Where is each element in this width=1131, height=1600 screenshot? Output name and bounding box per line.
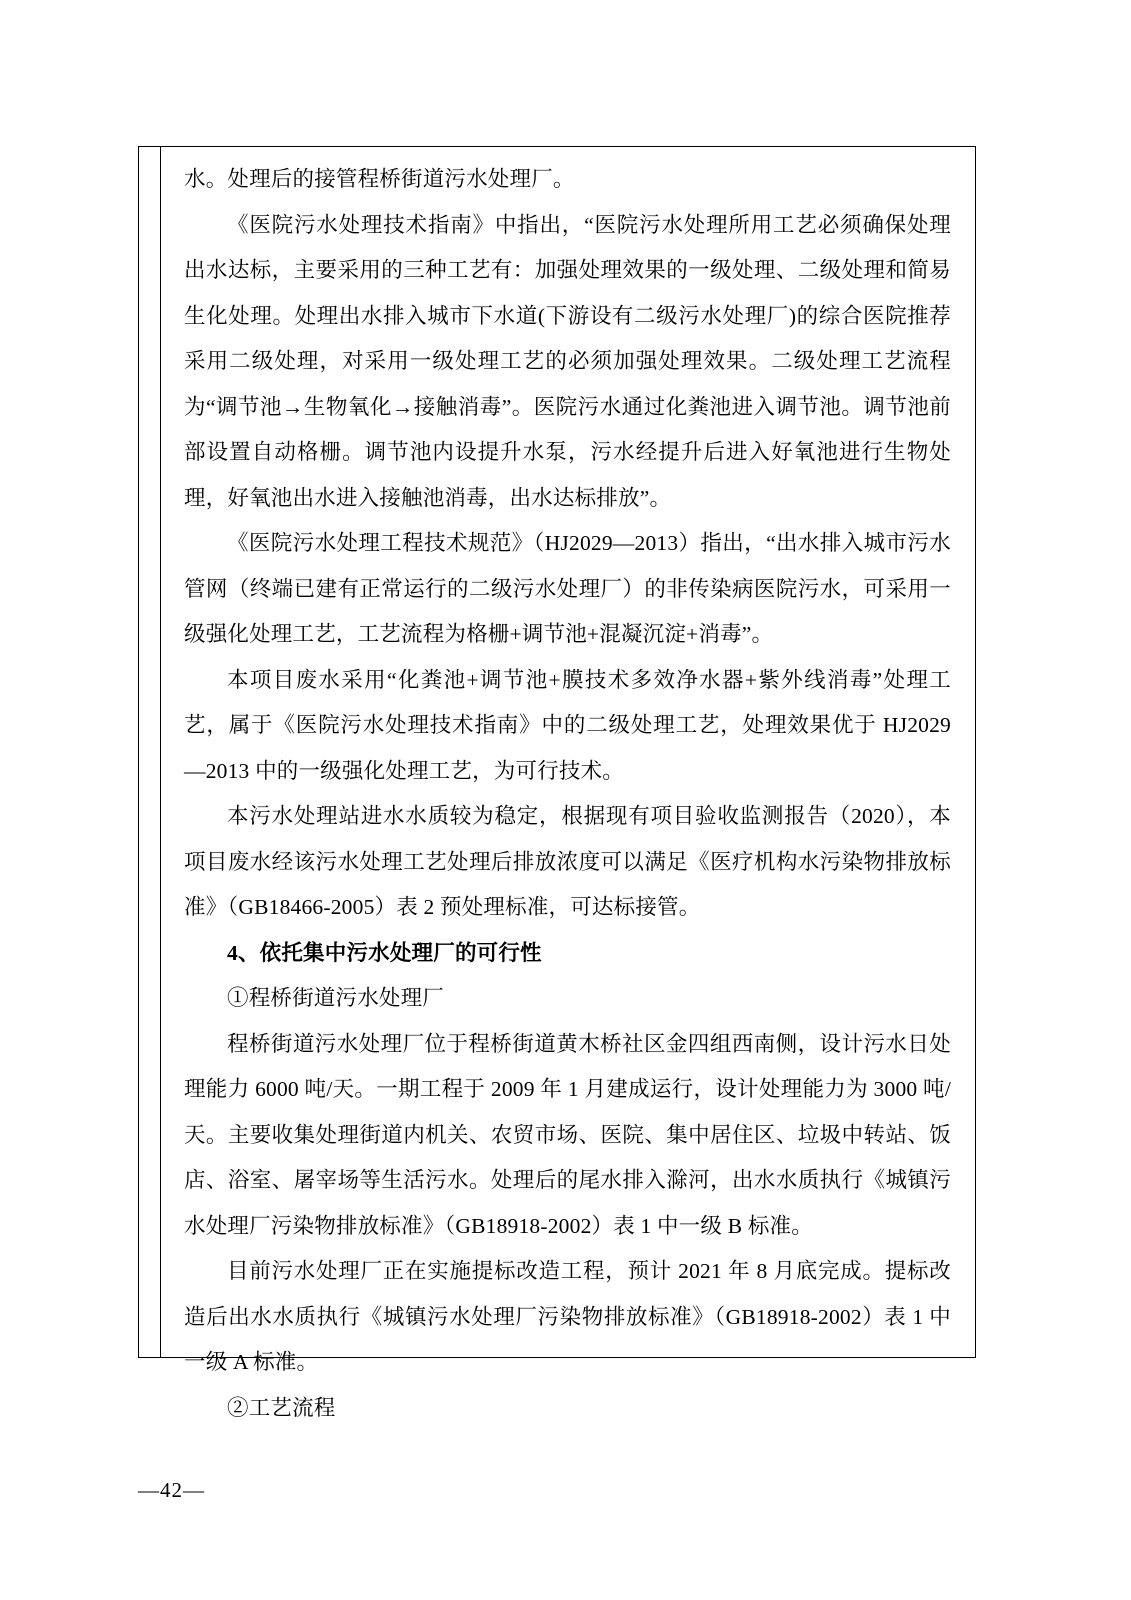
paragraph: 本污水处理站进水水质较为稳定，根据现有项目验收监测报告（2020），本项目废水经该污水处理工艺处理后排放浓度可以满足《医疗机构水污染物排放标准》（GB18466-2005）表 2 预处理标准，可达标接管。 xyxy=(184,804,951,919)
paragraph: 《医院污水处理技术指南》中指出，“医院污水处理所用工艺必须确保处理出水达标，主要采用的三种工艺有：加强处理效果的一级处理、二级处理和简易生化处理。处理出水排入城市下水道(下游设有二级污水处理厂)的综合医院推荐采用二级处理，对采用一级处理工艺的必须加强处理效果。二级处理工艺流程为“调节池→生物氧化→接触消毒”。医院污水通过化粪池进入调节池。调节池前部设置自动格栅。调节池内设提升水泵，污水经提升后进入好氧池进行生物处理，好氧池出水进入接触池消毒，出水达标排放”。 xyxy=(184,212,951,510)
section-heading: 4、依托集中污水处理厂的可行性 xyxy=(227,940,542,965)
paragraph: 《医院污水处理工程技术规范》（HJ2029—2013）指出，“出水排入城市污水管网（终端已建有正常运行的二级污水处理厂）的非传染病医院污水，可采用一级强化处理工艺，工艺流程为格栅+调节池+混凝沉淀+消毒”。 xyxy=(184,531,951,646)
page-number: —42— xyxy=(138,1478,205,1502)
paragraph: 目前污水处理厂正在实施提标改造工程，预计 2021 年 8 月底完成。提标改造后出水水质执行《城镇污水处理厂污染物排放标准》（GB18918-2002）表 1 中一级 A 标准。 xyxy=(184,1259,951,1374)
paragraph: 程桥街道污水处理厂位于程桥街道黄木桥社区金四组西南侧，设计污水日处理能力 6000 吨/天。一期工程于 2009 年 1 月建成运行，设计处理能力为 3000 吨/天。主要收集处理街道内机关、农贸市场、医院、集中居住区、垃圾中转站、饭店、浴室、屠宰场等生活污水。处理后的尾水排入滁河，出水水质执行《城镇污水处理厂污染物排放标准》（GB18918-2002）表 1 中一级 B 标准。 xyxy=(184,1031,951,1238)
content-frame xyxy=(138,146,976,1420)
paragraph: 本项目废水采用“化粪池+调节池+膜技术多效净水器+紫外线消毒”处理工艺，属于《医院污水处理技术指南》中的二级处理工艺，处理效果优于 HJ2029—2013 中的一级强化处理工艺，为可行技术。 xyxy=(184,667,951,783)
paragraph: 水。处理后的接管程桥街道污水处理厂。 xyxy=(184,167,575,191)
document-body xyxy=(162,147,975,1420)
paragraph: ②工艺流程 xyxy=(227,1395,336,1420)
frame-left-column xyxy=(139,147,161,1357)
paragraph: ①程桥街道污水处理厂 xyxy=(227,986,445,1010)
